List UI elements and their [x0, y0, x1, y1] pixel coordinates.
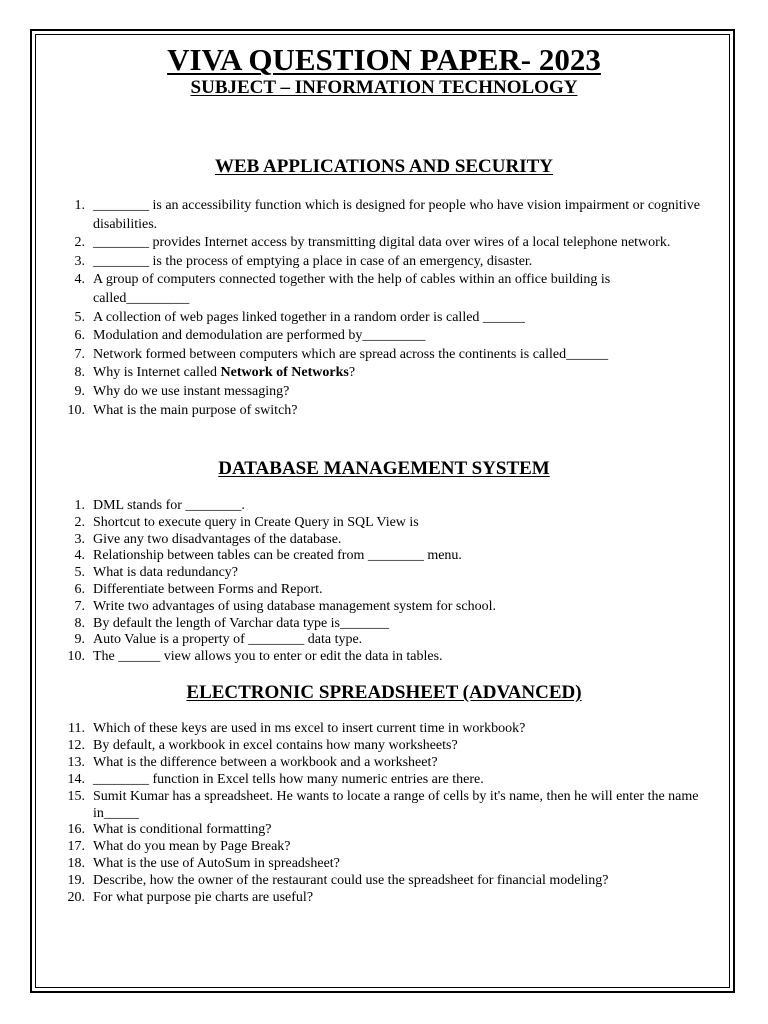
- paper-subtitle: SUBJECT – INFORMATION TECHNOLOGY: [190, 77, 578, 98]
- question-item: 18. What is the use of AutoSum in spreadsheet?: [67, 856, 340, 872]
- question-item: 8. By default the length of Varchar data type is_______: [74, 615, 389, 631]
- question-item: 12. By default, a workbook in excel contains how many worksheets?: [67, 737, 458, 753]
- question-item: 19. Describe, how the owner of the restaurant could use the spreadsheet for financial modeling?: [67, 873, 609, 889]
- question-item: 1. DML stands for ________.: [74, 498, 245, 513]
- question-item: 10. The ______ view allows you to enter or edit the data in tables.: [67, 649, 443, 665]
- question-item: 7. Write two advantages of using database management system for school.: [74, 598, 496, 614]
- question-item: 2. Shortcut to execute query in Create Query in SQL View is: [74, 514, 419, 530]
- question-item: 3. Give any two disadvantages of the database.: [74, 531, 342, 547]
- bold-term: Network of Networks: [220, 365, 349, 381]
- question-item: 15. Sumit Kumar has a spreadsheet. He wants to locate a range of cells by it's name, then he will enter the name in_____: [67, 788, 699, 821]
- question-item: 5. What is data redundancy?: [74, 565, 238, 581]
- question-item: 13. What is the difference between a workbook and a worksheet?: [67, 754, 438, 770]
- question-item: 4. Relationship between tables can be created from ________ menu.: [74, 548, 462, 564]
- question-item: 7. Network formed between computers which are spread across the continents is called______: [74, 346, 609, 362]
- question-list-database-management: [60, 498, 710, 666]
- question-item: 6. Differentiate between Forms and Report.: [74, 581, 323, 597]
- question-item: 6. Modulation and demodulation are performed by_________: [74, 328, 426, 344]
- paper-title: VIVA QUESTION PAPER- 2023: [167, 42, 601, 77]
- question-item: 9. Auto Value is a property of ________ data type.: [74, 632, 363, 648]
- question-item: 20. For what purpose pie charts are useful?: [67, 890, 314, 906]
- question-list-electronic-spreadsheet: [60, 721, 710, 907]
- question-item: 2. ________ provides Internet access by transmitting digital data over wires of a local telephone network.: [74, 235, 671, 251]
- question-item: 9. Why do we use instant messaging?: [74, 383, 290, 399]
- question-item: 8. Why is Internet called Network of Networks?: [74, 365, 356, 381]
- question-item: 14. ________ function in Excel tells how many numeric entries are there.: [67, 771, 484, 787]
- question-list-web-applications: [60, 197, 710, 420]
- section-heading-web-applications: WEB APPLICATIONS AND SECURITY: [214, 156, 554, 177]
- question-item: 3. ________ is the process of emptying a place in case of an emergency, disaster.: [74, 253, 533, 269]
- section-heading-database-management: DATABASE MANAGEMENT SYSTEM: [218, 458, 550, 479]
- question-item: 11. Which of these keys are used in ms excel to insert current time in workbook?: [68, 721, 526, 736]
- question-item: 1. ________ is an accessibility function which is designed for people who have vision impairment or cognitive disabilities.: [74, 198, 700, 232]
- section-heading-electronic-spreadsheet: ELECTRONIC SPREADSHEET (ADVANCED): [186, 682, 582, 703]
- question-item: 5. A collection of web pages linked together in a random order is called ______: [74, 309, 525, 325]
- question-item: 4. A group of computers connected together with the help of cables within an office building is called_________: [74, 272, 611, 306]
- question-item: 17. What do you mean by Page Break?: [67, 839, 291, 855]
- question-item: 16. What is conditional formatting?: [67, 822, 272, 838]
- question-item: 10. What is the main purpose of switch?: [67, 402, 298, 418]
